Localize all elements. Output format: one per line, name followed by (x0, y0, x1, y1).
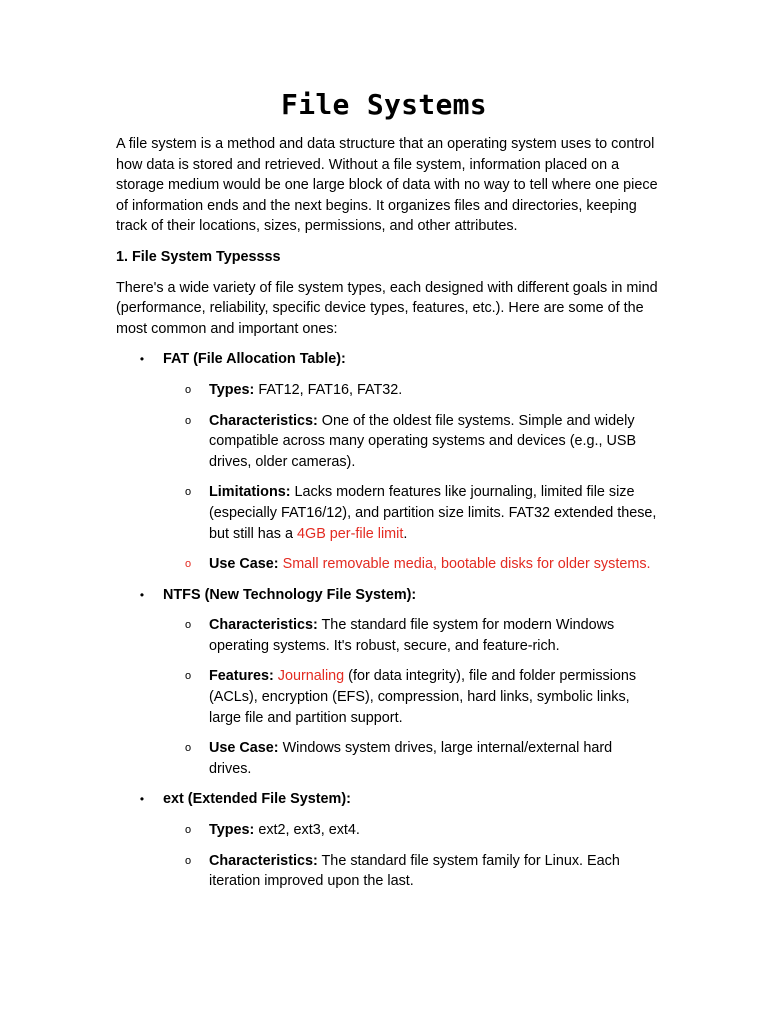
fs-name-fat: FAT (File Allocation Table): (163, 351, 346, 368)
sub-bullet-icon: o (184, 383, 192, 396)
fat-use-case-text: Small removable media, bootable disks for older systems. (278, 556, 651, 573)
ntfs-characteristics (162, 615, 658, 656)
ntfs-details (162, 615, 658, 779)
ext-characteristics-text: The standard file system family for Linux. Each iteration improved upon the last. (209, 852, 620, 890)
ext-characteristics (162, 851, 658, 892)
ntfs-use-case (162, 738, 658, 779)
fat-characteristics (162, 411, 658, 473)
sub-bullet-icon: o (184, 854, 192, 867)
ntfs-characteristics-label: Characteristics: (209, 617, 318, 634)
fat-limitations-text: Lacks modern features like journaling, limited file size (especially FAT16/12), and partition size limits. FAT32 extended these, but still has a (209, 484, 657, 542)
bullet-icon: • (139, 587, 145, 602)
fat-limitations-end: . (403, 525, 408, 542)
ntfs-features-label: Features: (209, 668, 274, 685)
sub-bullet-icon: o (184, 558, 192, 571)
ntfs-features-highlight: Journaling (277, 668, 345, 685)
sub-bullet-icon: o (184, 486, 192, 499)
section-intro-paragraph: There's a wide variety of file system types, each designed with different goals in mind (performance, reliability, specific device types, features, etc.). Here are some of the most common and important ones: (116, 279, 658, 337)
ext-characteristics-label: Characteristics: (209, 852, 318, 869)
ext-types (162, 820, 658, 841)
page-title: File Systems (281, 88, 487, 121)
bullet-icon: • (139, 792, 145, 807)
fat-types-label: Types: (209, 381, 255, 398)
document-body (116, 134, 658, 902)
ntfs-use-case-label: Use Case: (209, 740, 279, 757)
fat-limitations (162, 482, 658, 544)
section-heading: 1. File System Typessss (116, 248, 281, 265)
ext-types-text: ext2, ext3, ext4. (254, 822, 360, 839)
fat-characteristics-text: One of the oldest file systems. Simple and widely compatible across many operating systems and devices (e.g., USB drives, older cameras). (209, 412, 637, 470)
fat-details (162, 380, 658, 575)
sub-bullet-icon: o (184, 742, 192, 755)
ntfs-features-text: (for data integrity), file and folder permissions (ACLs), encryption (EFS), compression, hard links, symbolic links, large file and partition support. (209, 668, 637, 726)
ext-details (162, 820, 658, 892)
sub-bullet-icon: o (184, 619, 192, 632)
sub-bullet-icon: o (184, 824, 192, 837)
ntfs-features (162, 666, 658, 728)
fat-types-text: FAT12, FAT16, FAT32. (254, 381, 403, 398)
fat-limitations-label: Limitations: (209, 484, 291, 501)
fat-types (162, 380, 658, 401)
sub-bullet-icon: o (184, 670, 192, 683)
fat-characteristics-label: Characteristics: (209, 412, 318, 429)
fat-limitations-highlight: 4GB per-file limit (297, 525, 404, 542)
intro-paragraph: A file system is a method and data structure that an operating system uses to control how data is stored and retrieved. Without a file system, information placed on a storage medium would be one large block of data with no way to tell where one piece of information ends and the next begins. It organizes files and directories, keeping track of their locations, sizes, permissions, and other attributes. (116, 136, 658, 235)
fat-use-case (162, 554, 658, 575)
fs-item-ntfs (116, 585, 658, 780)
bullet-icon: • (139, 352, 145, 367)
fs-item-fat (116, 349, 658, 574)
fat-use-case-label: Use Case: (209, 556, 279, 573)
ntfs-use-case-text: Windows system drives, large internal/external hard drives. (209, 740, 613, 777)
fs-name-ext: ext (Extended File System): (163, 791, 351, 808)
sub-bullet-icon: o (184, 414, 192, 427)
ext-types-label: Types: (209, 822, 255, 839)
ntfs-characteristics-text: The standard file system for modern Windows operating systems. It's robust, secure, and feature-rich. (209, 617, 615, 654)
file-system-list (116, 349, 658, 891)
fs-item-ext (116, 789, 658, 891)
fs-name-ntfs: NTFS (New Technology File System): (163, 586, 417, 603)
